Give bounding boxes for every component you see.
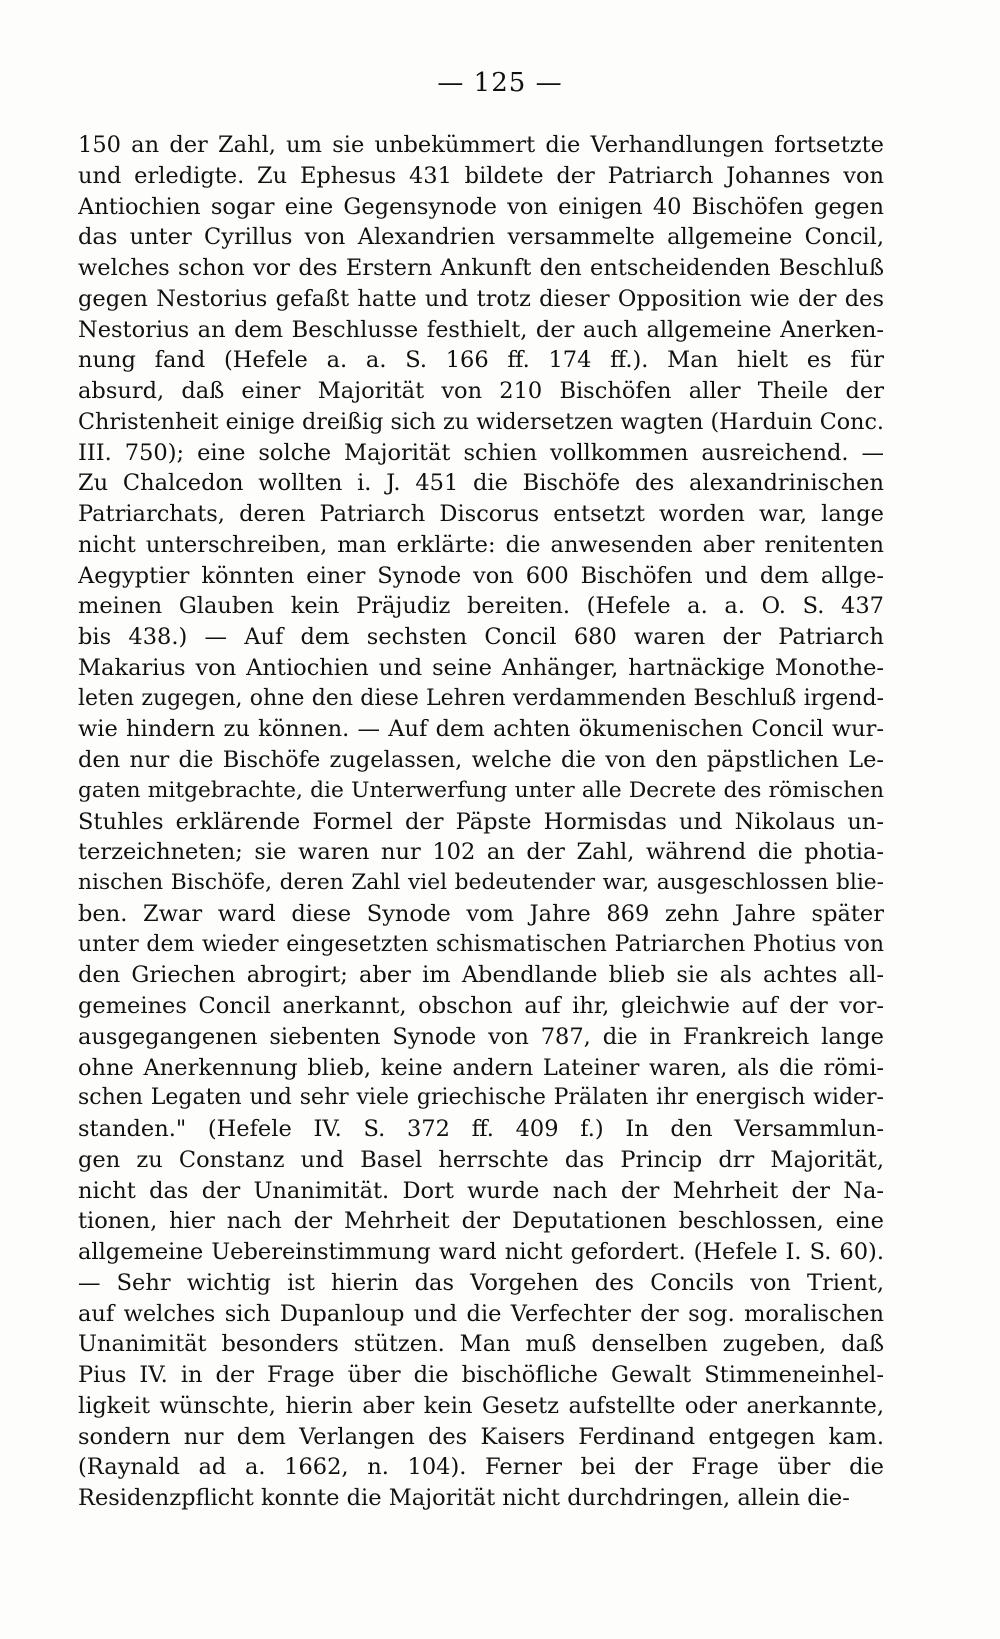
text-line: ausgegangenen siebenten Synode von 787, die in Frankreich lange [78,1023,884,1050]
text-line: Stuhles erklärende Formel der Päpste Hormisdas und Nikolaus un- [78,808,884,835]
text-line: allgemeine Uebereinstimmung ward nicht gefordert. (Hefele I. S. 60). [78,1239,884,1265]
text-line: nicht unterschreiben, man erklärte: die anwesenden aber renitenten [78,531,884,558]
text-line: bis 438.) — Auf dem sechsten Concil 680 waren der Patriarch [78,624,884,650]
text-line: absurd, daß einer Majorität von 210 Bischöfen aller Theile der [78,378,884,404]
text-line: Antiochien sogar eine Gegensynode von einigen 40 Bischöfen gegen [78,193,884,220]
text-line: Pius IV. in der Frage über die bischöfliche Gewalt Stimmeneinhel- [78,1362,884,1388]
text-line: ohne Anerkennung blieb, keine andern Lateiner waren, als die römi- [78,1054,884,1081]
text-line: 150 an der Zahl, um sie unbekümmert die Verhandlungen fortsetzte [78,132,884,158]
text-line: Zu Chalcedon wollten i. J. 451 die Bischöfe des alexandrinischen [78,470,884,497]
text-line: gegen Nestorius gefaßt hatte und trotz dieser Opposition wie der des [78,285,884,312]
text-line: den nur die Bischöfe zugelassen, welche die von den päpstlichen Le- [78,747,884,773]
text-line: welches schon vor des Erstern Ankunft den entscheidenden Beschluß [78,255,884,281]
text-line: Nestorius an dem Beschlusse festhielt, der auch allgemeine Anerken- [78,316,884,343]
text-line: sondern nur dem Verlangen des Kaisers Ferdinand entgegen kam. [78,1423,884,1450]
text-line: III. 750); eine solche Majorität schien vollkommen ausreichend. — [78,439,884,466]
text-line: unter dem wieder eingesetzten schismatischen Patriarchen Photius von [78,931,884,957]
text-line: auf welches sich Dupanloup und die Verfechter der sog. moralischen [78,1300,884,1327]
text-line: — Sehr wichtig ist hierin das Vorgehen des Concils von Trient, [78,1269,884,1296]
text-line: und erledigte. Zu Ephesus 431 bildete der Patriarch Johannes von [78,162,884,189]
page-number: — 125 — [437,68,563,98]
text-line: Residenzpflicht konnte die Majorität nicht durchdringen, allein die- [78,1485,850,1511]
text-line: gen zu Constanz und Basel herrschte das Princip drr Majorität, [78,1146,884,1173]
text-line: wie hindern zu können. — Auf dem achten ökumenischen Concil wur- [78,716,884,743]
text-line: Christenheit einige dreißig sich zu widersetzen wagten (Harduin Conc. [78,408,884,435]
text-line: gemeines Concil anerkannt, obschon auf ihr, gleichwie auf der vor- [78,993,884,1019]
text-line: tionen, hier nach der Mehrheit der Deputationen beschlossen, eine [78,1208,884,1235]
text-line: schen Legaten und sehr viele griechische Prälaten ihr energisch wider- [78,1085,884,1111]
text-line: das unter Cyrillus von Alexandrien versammelte allgemeine Concil, [78,224,884,251]
text-line: ligkeit wünschte, hierin aber kein Gesetz aufstellte oder anerkannte, [78,1392,884,1419]
text-line: gaten mitgebrachte, die Unterwerfung unter alle Decrete des römischen [78,777,884,803]
text-line: Makarius von Antiochien und seine Anhänger, hartnäckige Monothe- [78,654,884,681]
text-line: standen." (Hefele IV. S. 372 ff. 409 f.) In den Versammlun- [78,1116,884,1142]
text-line: terzeichneten; sie waren nur 102 an der Zahl, während die photia- [78,839,884,866]
text-line: nicht das der Unanimität. Dort wurde nach der Mehrheit der Na- [78,1177,884,1204]
text-line: Aegyptier könnten einer Synode von 600 Bischöfen und dem allge- [78,562,884,589]
text-line: Unanimität besonders stützen. Man muß denselben zugeben, daß [78,1331,884,1358]
text-line: leten zugegen, ohne den diese Lehren verdammenden Beschluß irgend- [78,685,884,711]
text-line: den Griechen abrogirt; aber im Abendlande blieb sie als achtes all- [78,962,884,989]
body-text [78,130,884,1514]
text-line: meinen Glauben kein Präjudiz bereiten. (Hefele a. a. O. S. 437 [78,593,884,620]
text-line: Patriarchats, deren Patriarch Discorus entsetzt worden war, lange [78,501,884,527]
text-line: nischen Bischöfe, deren Zahl viel bedeutender war, ausgeschlossen blie- [78,870,884,895]
text-line: (Raynald ad a. 1662, n. 104). Ferner bei der Frage über die [78,1454,884,1481]
text-line: nung fand (Hefele a. a. S. 166 ff. 174 ff.). Man hielt es für [78,347,884,374]
text-line: ben. Zwar ward diese Synode vom Jahre 869 zehn Jahre später [78,900,884,927]
